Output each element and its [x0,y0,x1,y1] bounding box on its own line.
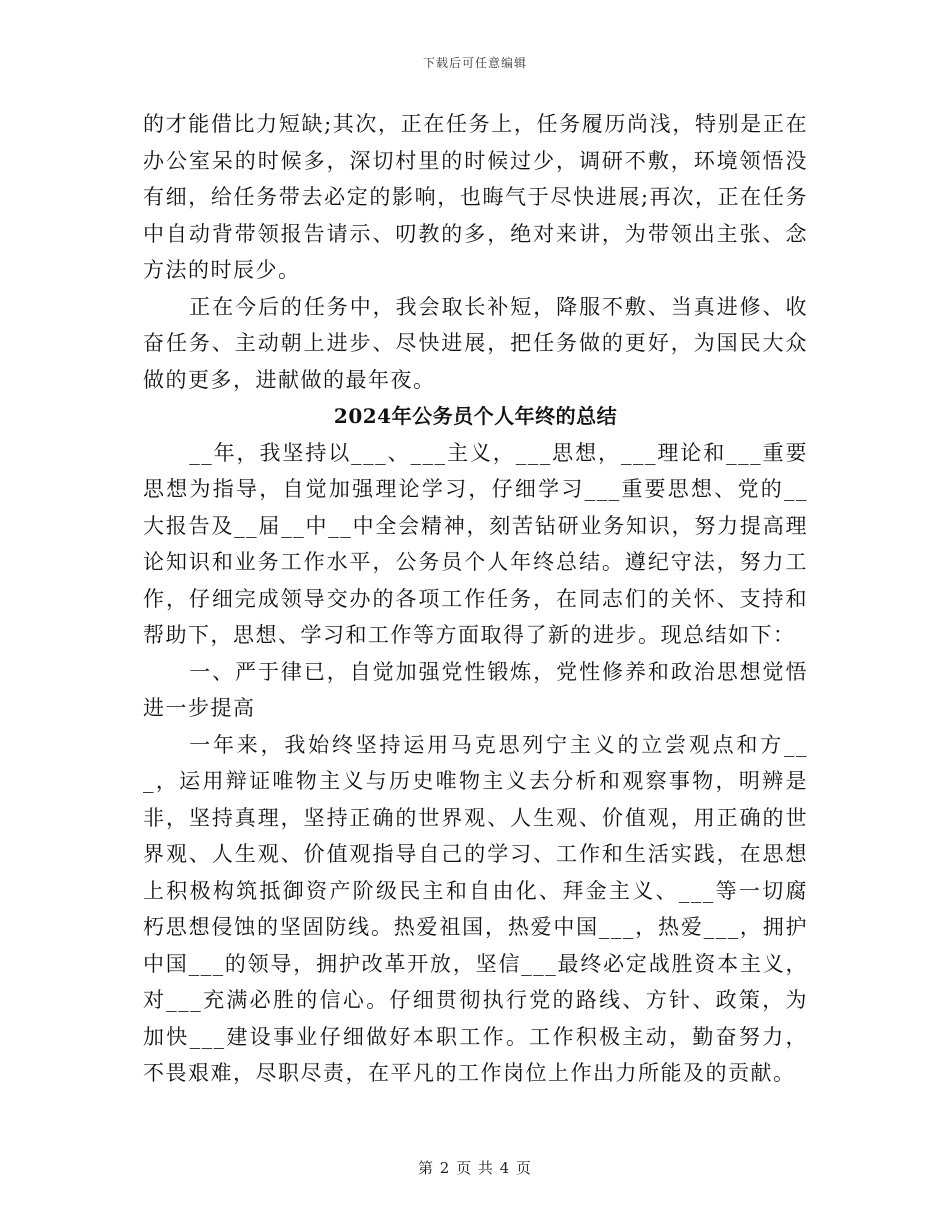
section-heading-paragraph: 一、严于律已，自觉加强党性锻炼，党性修养和政治思想觉悟进一步提高 [143,659,808,720]
paragraph: __年，我坚持以___、___主义，___思想，___理论和___重要思想为指导，自觉加强理论学习，仔细学习___重要思想、党的__大报告及__届__中__中全会精神，刻苦钻研业务知识，努力提高理论知识和业务工作水平，公务员个人年终总结。遵纪守法，努力工作，仔细完成领导交办的各项工作任务，在同志们的关怀、支持和帮助下，思想、学习和工作等方面取得了新的进步。现总结如下： [143,440,808,647]
document-body [143,106,808,1092]
paragraph-continued: 的才能借比力短缺;其次，正在任务上，任务履历尚浅，特别是正在办公室呆的时候多，深切村里的时候过少，调研不敷，环境领悟没有细，给任务带去必定的影响，也晦气于尽快进展;再次，正在任务中自动背带领报告请示、叨教的多，绝对来讲，为带领出主张、念方法的时辰少。 [143,112,808,282]
paragraph: 正在今后的任务中，我会取长补短，降服不敷、当真进修、收奋任务、主动朝上进步、尽快进展，把任务做的更好，为国民大众做的更多，进献做的最年夜。 [143,294,808,392]
section-title: 2024年公务员个人年终的总结 [333,404,618,428]
page-header: 下载后可任意编辑 [422,56,527,70]
page-footer: 第 2 页 共 4 页 [418,1159,532,1177]
paragraph: 一年来，我始终坚持运用马克思列宁主义的立尝观点和方___，运用辩证唯物主义与历史唯物主义去分析和观察事物，明辨是非，坚持真理，坚持正确的世界观、人生观、价值观，用正确的世界观、人生观、价值观指导自己的学习、工作和生活实践，在思想上积极构筑抵御资产阶级民主和自由化、拜金主义、___等一切腐朽思想侵蚀的坚固防线。热爱祖国，热爱中国___，热爱___，拥护中国___的领导，拥护改革开放，坚信___最终必定战胜资本主义，对___充满必胜的信心。仔细贯彻执行党的路线、方针、政策，为加快___建设事业仔细做好本职工作。工作积极主动，勤奋努力，不畏艰难，尽职尽责，在平凡的工作岗位上作出力所能及的贡献。 [143,732,808,1085]
